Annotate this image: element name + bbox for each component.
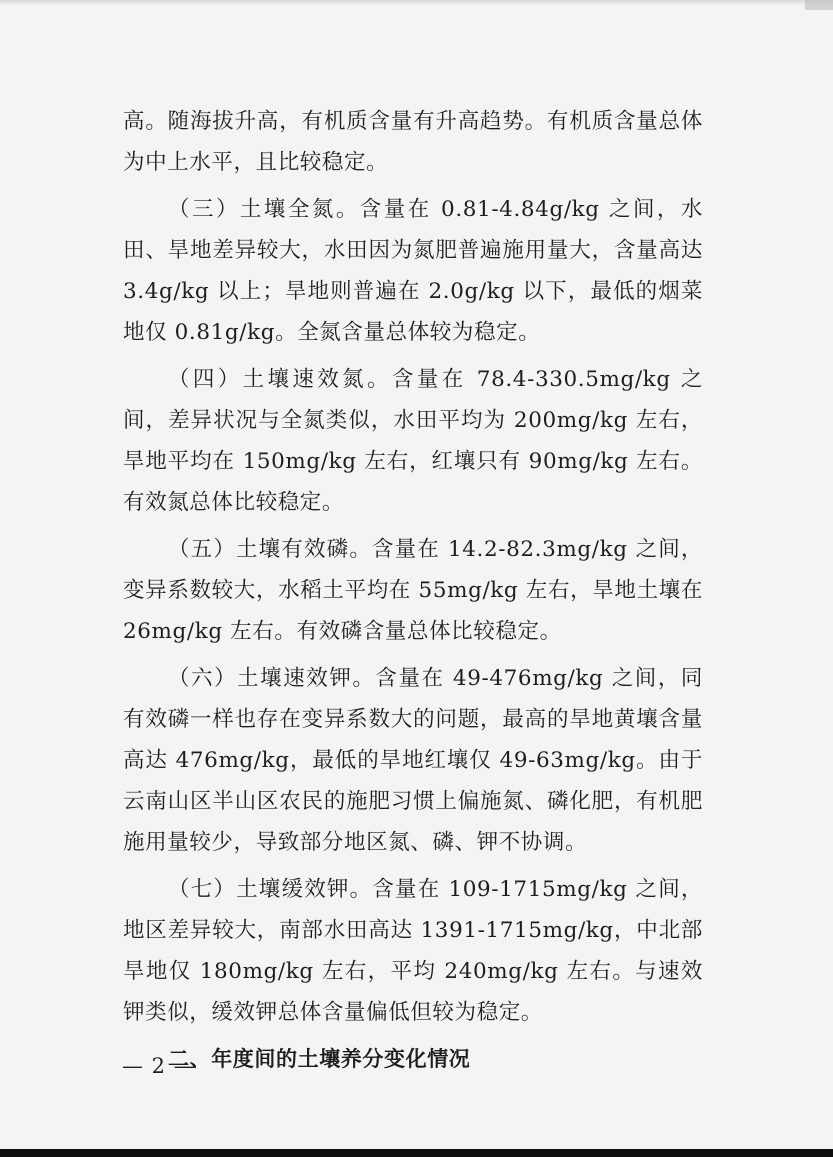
scan-bottom-edge: [0, 1149, 833, 1157]
paragraph-total-nitrogen: （三）土壤全氮。含量在 0.81-4.84g/kg 之间，水田、旱地差异较大，水田因为氮肥普遍施用量大，含量高达 3.4g/kg 以上；旱地则普遍在 2.0g/kg 以下，最低的烟菜地仅 0.81g/kg。全氮含量总体较为稳定。: [123, 197, 703, 345]
section-heading: 二、年度间的土壤养分变化情况: [168, 1047, 471, 1071]
paragraph-organic-matter-continued: 高。随海拔升高，有机质含量有升高趋势。有机质含量总体为中上水平，且比较稳定。: [123, 109, 703, 175]
page-number: — 2 —: [122, 1054, 196, 1078]
document-body: [123, 101, 703, 1080]
paragraph-available-potassium: （六）土壤速效钾。含量在 49-476mg/kg 之间，同有效磷一样也存在变异系数大的问题，最高的旱地黄壤含量高达 476mg/kg，最低的旱地红壤仅 49-63mg/kg。由于云南山区半山区农民的施肥习惯上偏施氮、磷化肥，有机肥施用量较少，导致部分地区氮、磷、钾不协调。: [123, 666, 703, 855]
scan-top-edge: [0, 0, 833, 6]
paragraph-available-phosphorus: （五）土壤有效磷。含量在 14.2-82.3mg/kg 之间，变异系数较大，水稻土平均在 55mg/kg 左右，旱地土壤在 26mg/kg 左右。有效磷含量总体比较稳定。: [123, 537, 703, 644]
paragraph-slow-release-potassium: （七）土壤缓效钾。含量在 109-1715mg/kg 之间，地区差异较大，南部水田高达 1391-1715mg/kg，中北部旱地仅 180mg/kg 左右，平均 240mg/kg 左右。与速效钾类似，缓效钾总体含量偏低但较为稳定。: [123, 877, 703, 1025]
scan-corner-mark: [805, 0, 833, 10]
paragraph-available-nitrogen: （四）土壤速效氮。含量在 78.4-330.5mg/kg 之间，差异状况与全氮类似，水田平均为 200mg/kg 左右，旱地平均在 150mg/kg 左右，红壤只有 90mg/kg 左右。有效氮总体比较稳定。: [123, 367, 703, 515]
